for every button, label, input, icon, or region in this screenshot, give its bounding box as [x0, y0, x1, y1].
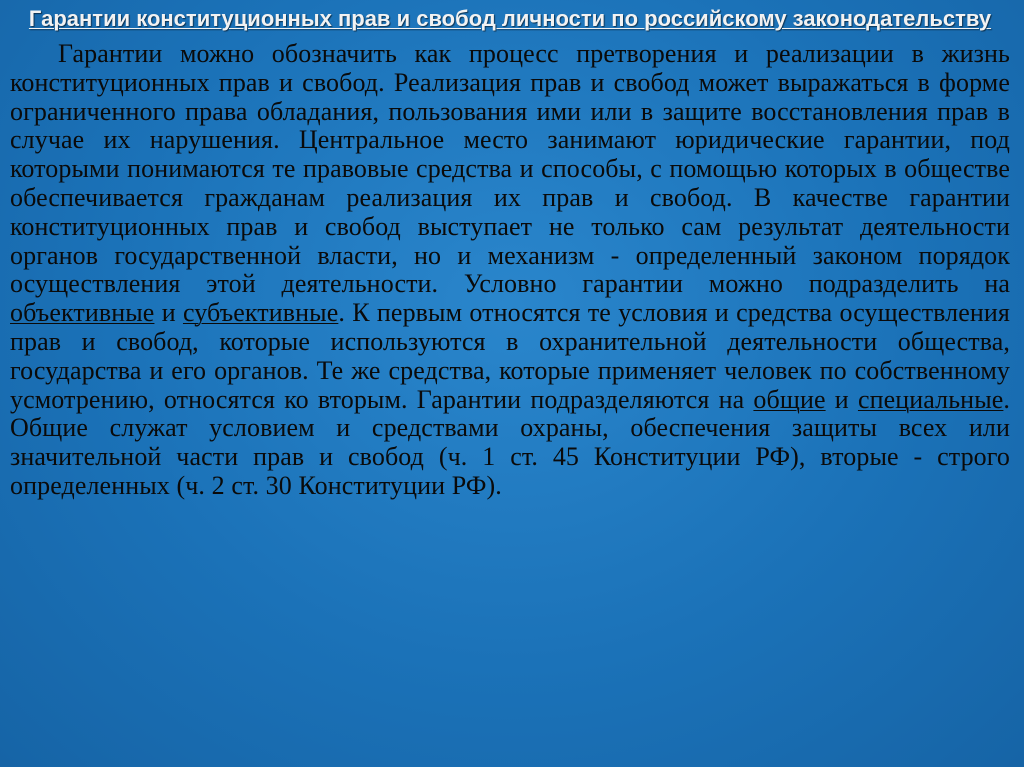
paragraph-part-1: Гарантии можно обозначить как процесс претворения и реализации в жизнь конституционных прав и свобод. Реализация прав и свобод может выражаться в форме ограниченного права обладания, пользования ими или в защите восстановления прав в случае их нарушения. Центральное место занимают юридические гарантии, под которыми понимаются те правовые средства и способы, с помощью которых в обществе обеспечивается гражданам реализация их прав и свобод. В качестве гарантии конституционных прав и свобод выступает не только сам результат деятельности органов государственной власти, но и механизм - определенный законом порядок осуществления этой деятельности. Условно гарантии можно подразделить на	[10, 39, 1010, 299]
paragraph-part-3: . Общие служат условием и средствами охраны, обеспечения защиты всех или значительной части прав и свобод (ч. 1 ст. 45 Конституции РФ), вторые - строго определенных (ч. 2 ст. 30 Конституции РФ).	[10, 384, 1011, 500]
slide-body-paragraph	[10, 40, 1010, 501]
term-general: общие	[753, 384, 826, 414]
paragraph-part-2: . К первым относятся те условия и средства осуществления прав и свобод, которые используются в охранительной деятельности общества, государства и его органов. Те же средства, которые применяет человек по собственному усмотрению, относятся ко вторым. Гарантии подразделяются на	[10, 298, 1010, 414]
term-special: специальные	[857, 384, 1004, 414]
term-objective: объективные	[10, 298, 155, 328]
term-subjective: субъективные	[182, 298, 339, 328]
slide-title: Гарантии конституционных прав и свобод личности по российскому законодательству	[28, 6, 992, 31]
conjunction-and-2: и	[825, 384, 858, 414]
conjunction-and: и	[154, 298, 183, 328]
